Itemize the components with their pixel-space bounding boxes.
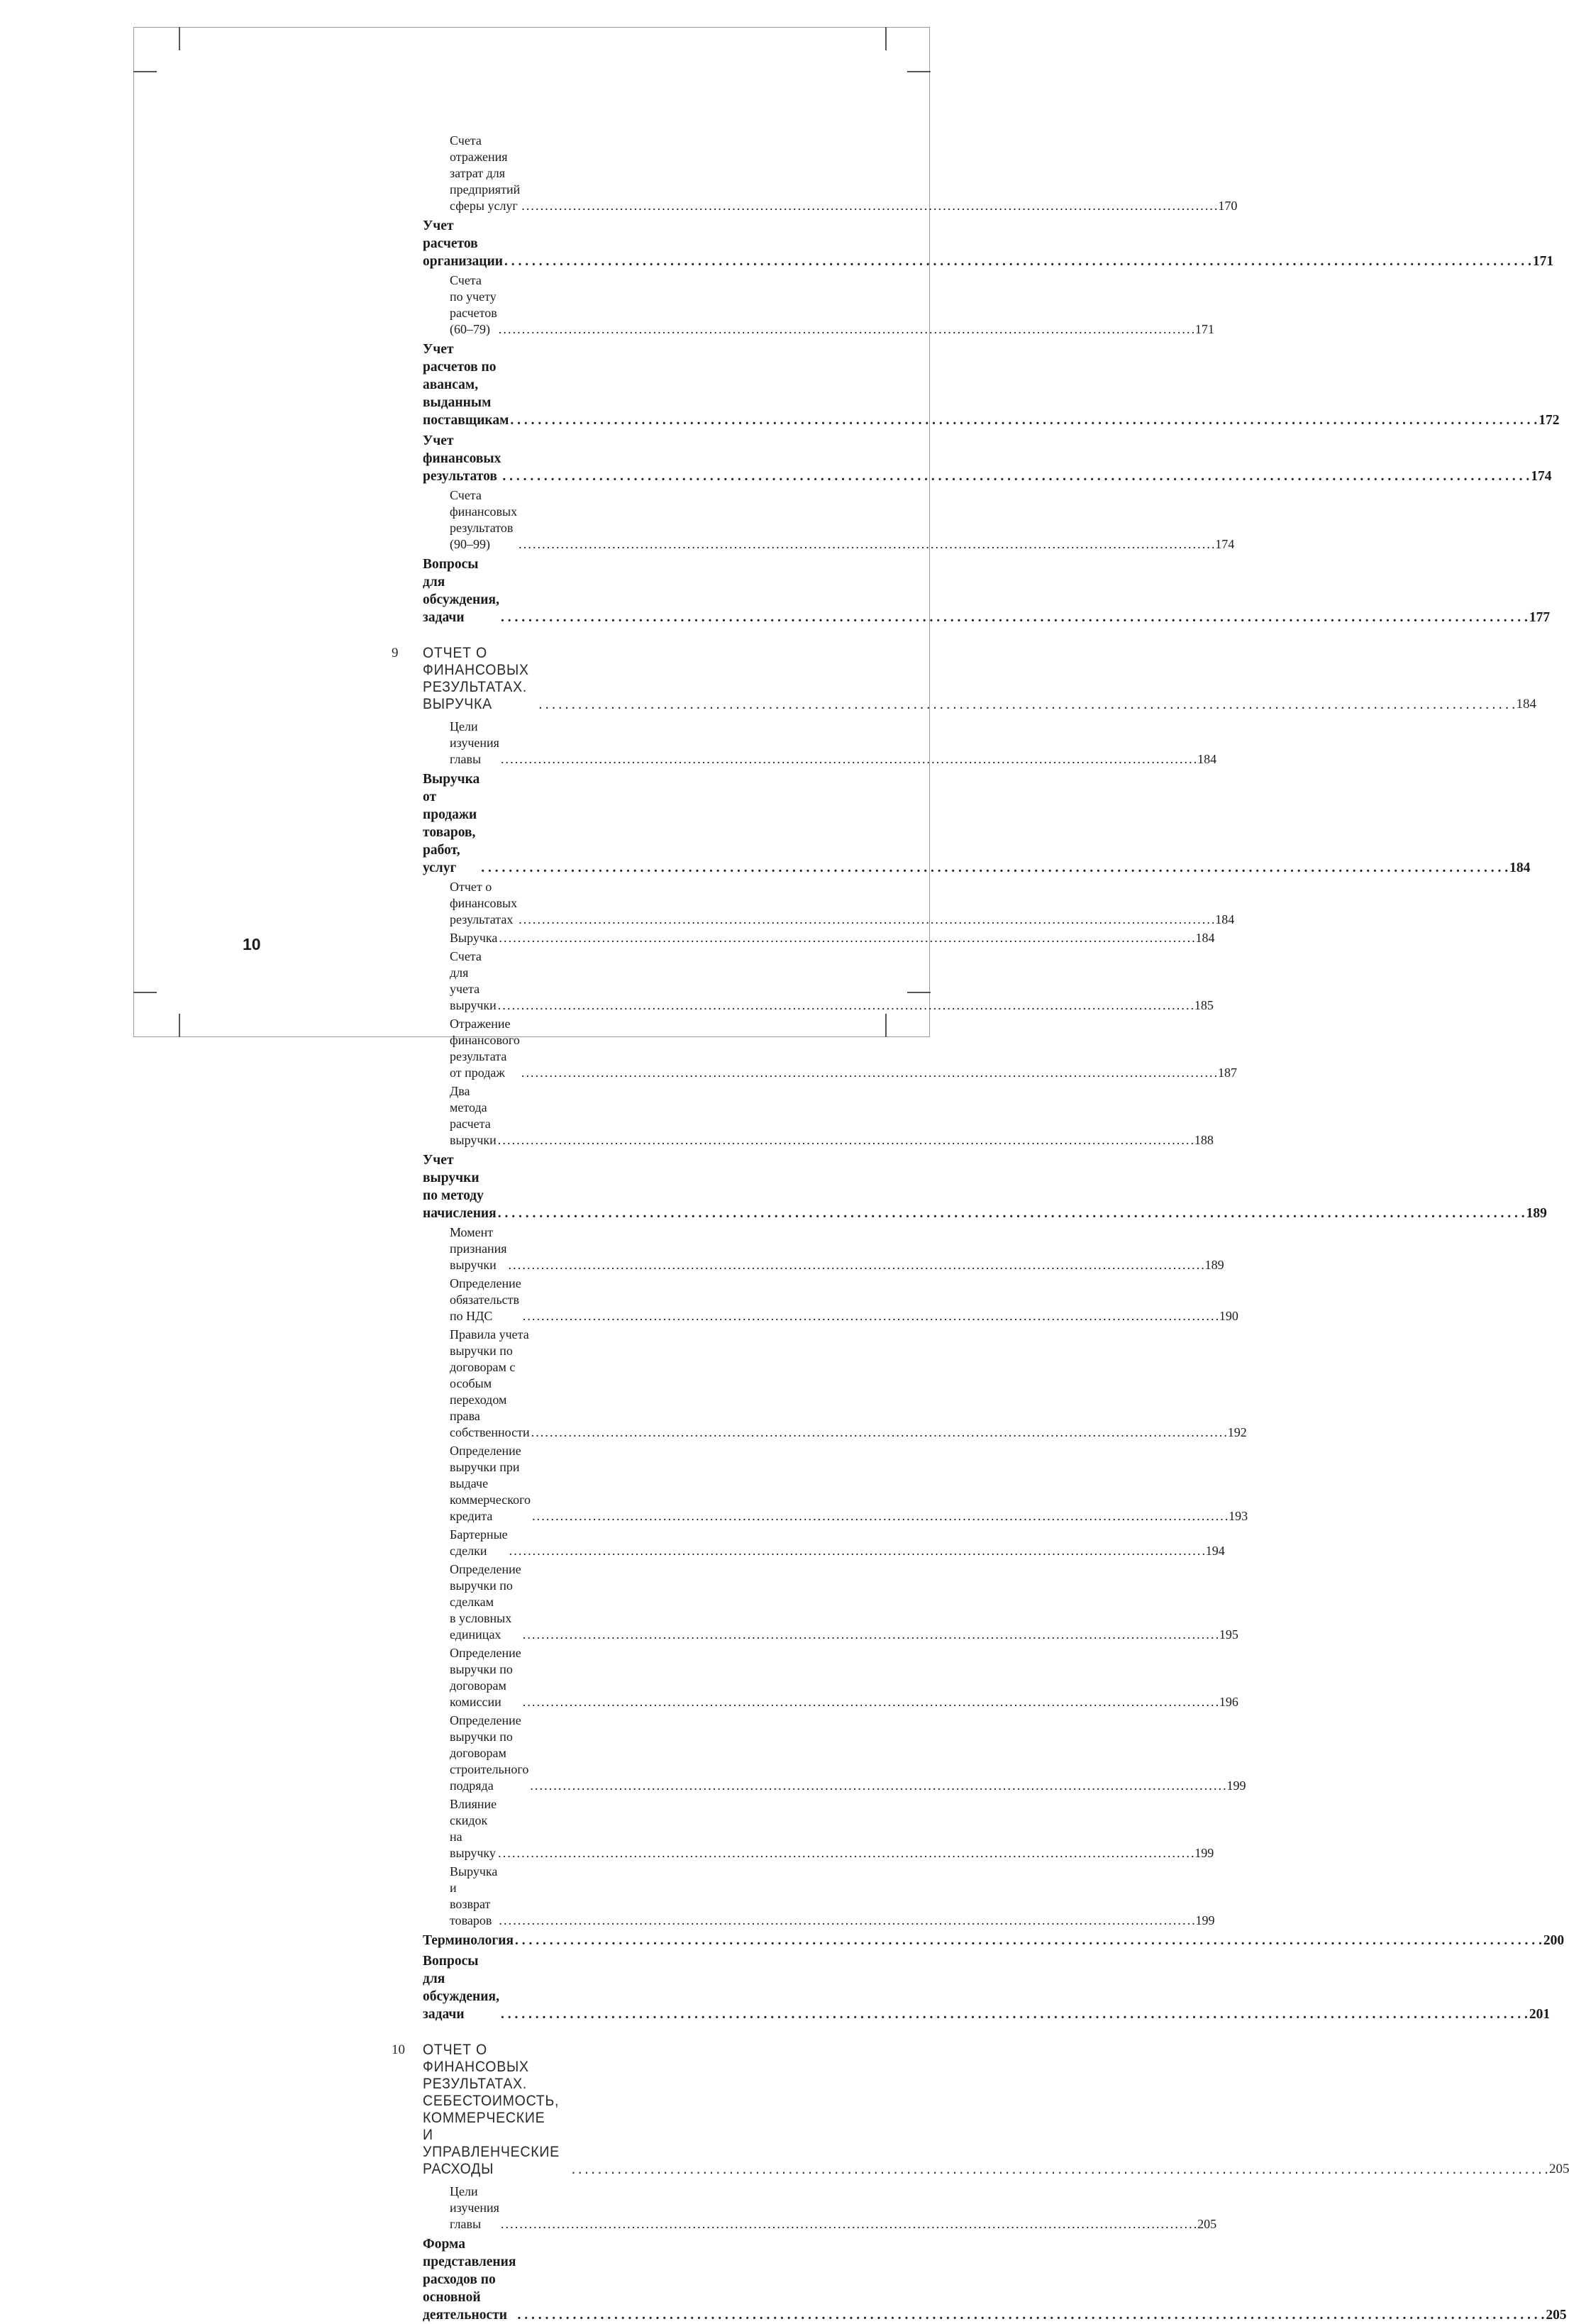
toc-entry-page: 199 <box>1226 1778 1246 1793</box>
toc-entry-title: Выручка и возврат товаров <box>450 1864 498 1927</box>
toc-entry-title: Счета по учету расчетов (60–79) <box>450 273 497 336</box>
toc-entry-page: 184 <box>1197 752 1217 766</box>
toc-entry-page: 195 <box>1219 1627 1238 1642</box>
dot-leader <box>521 1065 1216 1081</box>
toc-subsection <box>387 1561 1238 1643</box>
dot-leader <box>571 2161 1547 2178</box>
toc-subsection <box>387 930 1215 946</box>
toc-entry-page: 187 <box>1217 1066 1237 1080</box>
dot-leader <box>499 321 1194 338</box>
toc-entry-page: 199 <box>1195 1913 1215 1927</box>
toc-subsection <box>387 719 1217 768</box>
toc-section <box>387 341 1560 429</box>
dot-leader <box>509 1257 1204 1273</box>
dot-leader <box>519 912 1214 928</box>
toc-entry-title: Правила учета выручки по договорам с особым переходом права собственности <box>450 1327 530 1439</box>
toc-subsection <box>387 1327 1247 1441</box>
toc-entry-page: 205 <box>1546 2308 1567 2323</box>
table-of-contents <box>387 131 1569 2324</box>
toc-subsection <box>387 1864 1215 1929</box>
toc-entry-title: Вопросы для обсуждения, задачи <box>423 1954 499 2022</box>
toc-subsection <box>387 1527 1225 1559</box>
dot-leader <box>501 2005 1528 2023</box>
dot-leader <box>502 467 1529 485</box>
toc-entry-title: Выручка <box>450 931 498 945</box>
toc-entry-title: Определение выручки при выдаче коммерческого кредита <box>450 1444 531 1523</box>
dot-leader <box>538 696 1514 713</box>
toc-subsection <box>387 487 1235 553</box>
toc-subsection <box>387 2184 1217 2232</box>
dot-leader <box>521 198 1216 214</box>
crop-mark-bottom-right-horizontal <box>907 992 931 993</box>
toc-entry-page: 170 <box>1218 199 1238 213</box>
toc-entry-page: 193 <box>1229 1509 1248 1523</box>
toc-entry-title: Определение обязательств по НДС <box>450 1276 521 1323</box>
dot-leader <box>501 2216 1196 2232</box>
dot-leader <box>499 1913 1194 1929</box>
toc-chapter <box>387 645 1536 713</box>
dot-leader <box>517 2306 1544 2324</box>
toc-subsection <box>387 1224 1224 1273</box>
crop-mark-top-left-vertical <box>179 27 180 50</box>
toc-entry-page: 199 <box>1194 1846 1214 1860</box>
toc-entry-page: 177 <box>1529 610 1551 625</box>
toc-entry-title: Бартерные сделки <box>450 1527 508 1558</box>
toc-subsection <box>387 1443 1248 1525</box>
crop-mark-bottom-right-vertical <box>885 1014 887 1037</box>
toc-entry-page: 184 <box>1215 912 1235 926</box>
dot-leader <box>530 1778 1225 1794</box>
dot-leader <box>532 1508 1227 1525</box>
toc-section <box>387 1151 1547 1222</box>
dot-leader <box>523 1308 1218 1324</box>
toc-entry-title: Отчет о финансовых результатах <box>450 880 518 926</box>
toc-subsection <box>387 1645 1238 1710</box>
dot-leader <box>531 1424 1226 1441</box>
toc-entry-title: Определение выручки по сделкам в условных единицах <box>450 1562 521 1642</box>
toc-entry-page: 171 <box>1532 254 1554 269</box>
toc-entry-title: Терминология <box>423 1933 514 1948</box>
toc-section <box>387 770 1531 877</box>
dot-leader <box>501 751 1196 768</box>
toc-subsection <box>387 1796 1214 1861</box>
toc-subsection <box>387 1016 1237 1081</box>
toc-entry-page: 196 <box>1219 1695 1238 1709</box>
crop-mark-bottom-left-horizontal <box>133 992 157 993</box>
toc-entry-title: Выручка от продажи товаров, работ, услуг <box>423 772 480 875</box>
toc-entry-page: 189 <box>1204 1258 1224 1272</box>
toc-subsection <box>387 1083 1214 1149</box>
toc-entry-title: Определение выручки по договорам строительного подряда <box>450 1713 529 1793</box>
toc-entry-page: 184 <box>1516 697 1536 712</box>
toc-entry-page: 174 <box>1531 469 1552 484</box>
toc-section <box>387 432 1552 485</box>
toc-chapter-number: 9 <box>392 646 399 660</box>
dot-leader <box>498 997 1193 1014</box>
toc-entry-title: Определение выручки по договорам комиссии <box>450 1646 521 1709</box>
toc-entry-title: Два метода расчета выручки <box>450 1084 497 1147</box>
dot-leader <box>481 859 1508 877</box>
toc-entry-page: 192 <box>1227 1425 1247 1439</box>
toc-entry-title: Учет финансовых результатов <box>423 433 501 484</box>
toc-section <box>387 555 1551 626</box>
toc-entry-title: Влияние скидок на выручку <box>450 1797 497 1860</box>
toc-entry-title: ОТЧЕТ О ФИНАНСОВЫХ РЕЗУЛЬТАТАХ. СЕБЕСТОИМОСТЬ, КОММЕРЧЕСКИЕ И УПРАВЛЕНЧЕСКИЕ РАСХОДЫ <box>423 2042 560 2177</box>
crop-mark-top-right-vertical <box>885 27 887 50</box>
dot-leader <box>510 411 1537 429</box>
toc-entry-title: Счета для учета выручки <box>450 949 497 1012</box>
toc-entry-title: Момент признания выручки <box>450 1225 507 1272</box>
dot-leader <box>509 1543 1204 1559</box>
dot-leader <box>498 1845 1193 1861</box>
toc-entry-title: ОТЧЕТ О ФИНАНСОВЫХ РЕЗУЛЬТАТАХ. ВЫРУЧКА <box>423 645 529 712</box>
toc-section <box>387 1952 1551 2023</box>
toc-section <box>387 2235 1567 2324</box>
dot-leader <box>498 1205 1525 1222</box>
toc-subsection <box>387 948 1214 1014</box>
toc-entry-page: 190 <box>1219 1309 1238 1323</box>
toc-subsection <box>387 272 1214 338</box>
toc-entry-page: 205 <box>1197 2217 1217 2231</box>
toc-entry-title: Вопросы для обсуждения, задачи <box>423 557 499 625</box>
toc-entry-page: 184 <box>1509 861 1531 875</box>
toc-entry-title: Цели изучения главы <box>450 2184 499 2231</box>
toc-entry-title: Счета отражения затрат для предприятий сферы услуг <box>450 133 521 213</box>
toc-entry-page: 205 <box>1548 2162 1569 2176</box>
toc-subsection <box>387 1712 1246 1794</box>
toc-entry-page: 174 <box>1215 537 1235 551</box>
toc-entry-page: 189 <box>1526 1206 1547 1221</box>
toc-entry-page: 194 <box>1205 1544 1225 1558</box>
dot-leader <box>498 1132 1193 1149</box>
toc-entry-title: Отражение финансового результата от продаж <box>450 1017 520 1080</box>
toc-entry-page: 185 <box>1194 998 1214 1012</box>
dot-leader <box>504 253 1531 270</box>
toc-chapter-number: 10 <box>392 2042 405 2057</box>
toc-subsection <box>387 1276 1238 1324</box>
toc-entry-page: 184 <box>1195 931 1215 945</box>
dot-leader <box>519 536 1214 553</box>
crop-mark-top-left-horizontal <box>133 71 157 72</box>
crop-mark-top-right-horizontal <box>907 71 931 72</box>
toc-entry-title: Учет расчетов по авансам, выданным поставщикам <box>423 342 509 428</box>
toc-section <box>387 1932 1565 1949</box>
toc-subsection <box>387 879 1235 928</box>
page-number: 10 <box>243 935 261 953</box>
toc-entry-page: 201 <box>1529 2007 1551 2022</box>
toc-entry-title: Форма представления расходов по основной деятельности <box>423 2237 516 2323</box>
toc-section <box>387 217 1554 270</box>
dot-leader <box>501 609 1528 626</box>
toc-entry-page: 171 <box>1194 322 1214 336</box>
toc-chapter <box>387 2042 1569 2178</box>
toc-entry-page: 200 <box>1543 1933 1565 1948</box>
crop-mark-bottom-left-vertical <box>179 1014 180 1037</box>
dot-leader <box>523 1627 1218 1643</box>
toc-entry-title: Счета финансовых результатов (90–99) <box>450 488 518 551</box>
toc-entry-title: Учет расчетов организации <box>423 218 503 269</box>
toc-entry-title: Цели изучения главы <box>450 719 499 766</box>
toc-entry-page: 188 <box>1194 1133 1214 1147</box>
toc-entry-page: 172 <box>1538 413 1560 428</box>
dot-leader <box>523 1694 1218 1710</box>
toc-subsection <box>387 133 1238 214</box>
dot-leader <box>499 930 1194 946</box>
dot-leader <box>515 1932 1542 1949</box>
toc-entry-title: Учет выручки по методу начисления <box>423 1153 497 1221</box>
